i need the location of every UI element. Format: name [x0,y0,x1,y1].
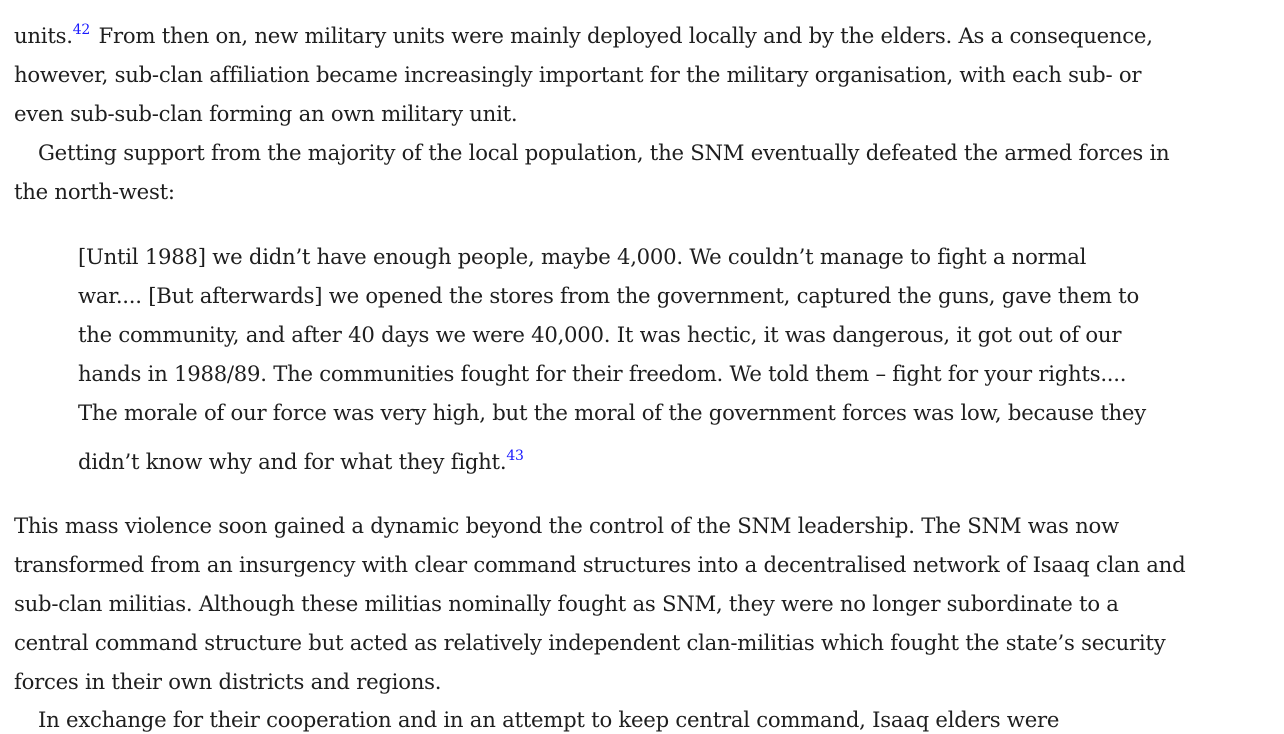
paragraph-line [14,22,1153,53]
paragraph-line: the north-west: [14,179,175,204]
lead-word: units. [14,23,73,48]
paragraph-line: central command structure but acted as relatively independent clan-militias which fought the state’s security [14,630,1166,655]
quote-line: war.... [But afterwards] we opened the stores from the government, captured the guns, gave them to [78,283,1139,308]
paragraph-line: forces in their own districts and regions. [14,669,442,694]
quote-line: the community, and after 40 days we were 40,000. It was hectic, it was dangerous, it got out of our [78,322,1122,347]
paragraph-line: In exchange for their cooperation and in an attempt to keep central command, Isaaq elders were [38,707,1060,732]
paragraph-line: sub-clan militias. Although these militias nominally fought as SNM, they were no longer subordinate to a [14,591,1119,616]
paragraph-line: This mass violence soon gained a dynamic beyond the control of the SNM leadership. The SNM was now [14,513,1119,538]
paragraph-line: even sub-sub-clan forming an own military unit. [14,101,518,126]
paragraph-line: Getting support from the majority of the local population, the SNM eventually defeated the armed forces in [38,140,1170,165]
paragraph-line-text: From then on, new military units were mainly deployed locally and by the elders. As a consequence, [98,23,1153,48]
quote-line: [Until 1988] we didn’t have enough people, maybe 4,000. We couldn’t manage to fight a normal [78,244,1087,269]
footnote-ref-43[interactable]: 43 [506,448,524,464]
quote-line: hands in 1988/89. The communities fought for their freedom. We told them – fight for your rights.... [78,361,1127,386]
paragraph-line: however, sub-clan affiliation became increasingly important for the military organisation, with each sub- or [14,62,1142,87]
footnote-ref-42[interactable]: 42 [72,22,91,38]
quote-line: The morale of our force was very high, but the moral of the government forces was low, because they [78,400,1146,425]
quote-line-text: didn’t know why and for what they fight. [78,449,507,474]
quote-line [78,448,526,479]
paragraph-line: transformed from an insurgency with clear command structures into a decentralised network of Isaaq clan and [14,552,1186,577]
